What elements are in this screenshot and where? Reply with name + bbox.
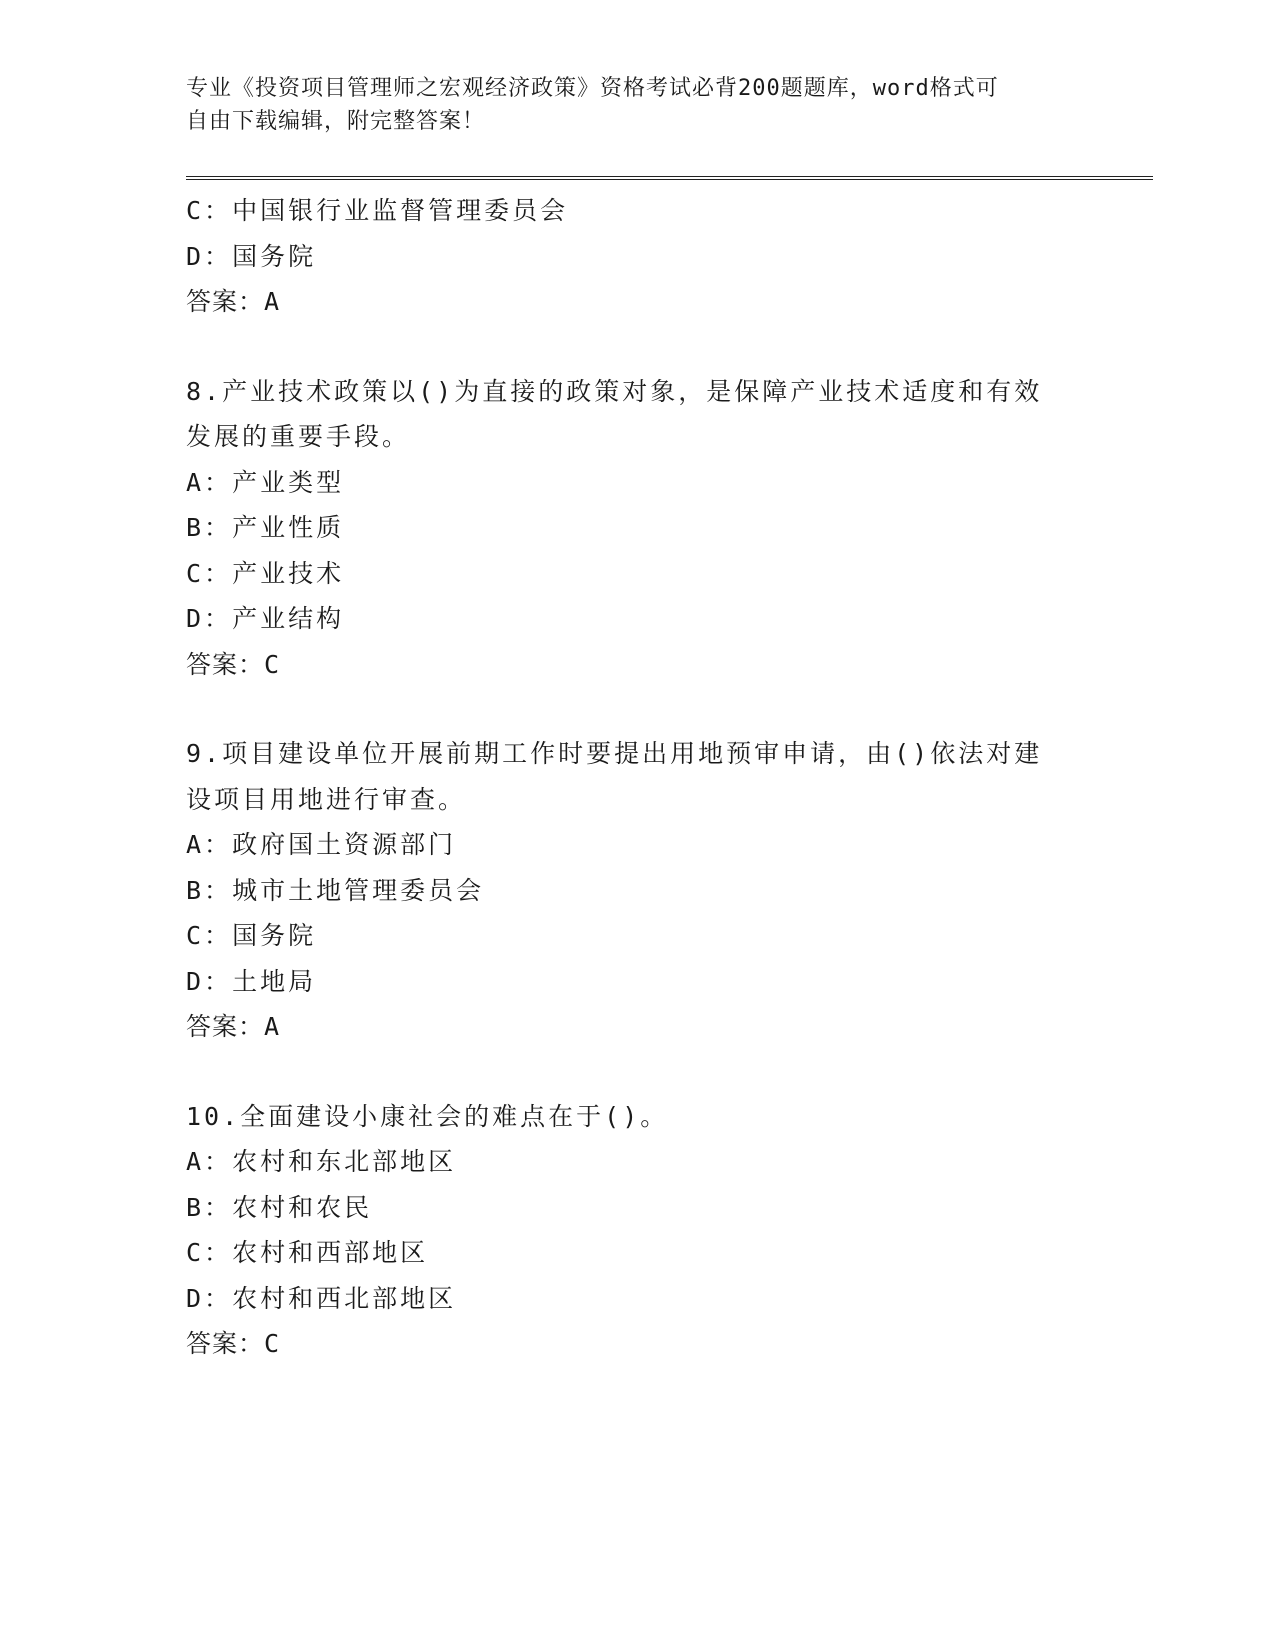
question-10: [186, 1094, 1086, 1367]
option-c: C：中国银行业监督管理委员会: [186, 196, 569, 225]
option-c: C：农村和西部地区: [186, 1238, 429, 1267]
question-7-continued: [186, 188, 1086, 325]
option-d: D：产业结构: [186, 604, 345, 633]
answer: 答案：C: [186, 649, 281, 679]
question-stem-line: 10.全面建设小康社会的难点在于()。: [186, 1101, 669, 1131]
question-9: [186, 731, 1086, 1050]
option-c: C：国务院: [186, 921, 317, 950]
option-b: B：城市土地管理委员会: [186, 875, 485, 905]
option-a: A：产业类型: [186, 467, 345, 497]
question-stem-line: 8.产业技术政策以()为直接的政策对象，是保障产业技术适度和有效: [186, 376, 1043, 406]
option-b: B：产业性质: [186, 513, 345, 542]
header-divider: [186, 176, 1153, 180]
option-d: D：土地局: [186, 966, 317, 996]
option-b: B：农村和农民: [186, 1192, 373, 1222]
answer: 答案：A: [186, 287, 281, 316]
question-stem-line: 发展的重要手段。: [186, 422, 411, 451]
option-a: A：农村和东北部地区: [186, 1147, 457, 1176]
answer: 答案：C: [186, 1329, 281, 1358]
question-8: [186, 369, 1086, 688]
answer: 答案：A: [186, 1012, 281, 1041]
option-d: D：农村和西北部地区: [186, 1283, 457, 1313]
page-header: [186, 72, 1066, 138]
question-list: [186, 188, 1086, 1367]
option-a: A：政府国土资源部门: [186, 830, 457, 859]
header-line-2: 自由下载编辑，附完整答案！: [186, 109, 486, 134]
option-c: C：产业技术: [186, 558, 345, 588]
option-d: D：国务院: [186, 241, 317, 271]
header-line-1: 专业《投资项目管理师之宏观经济政策》资格考试必背200题题库，word格式可: [186, 76, 999, 101]
question-stem-line: 9.项目建设单位开展前期工作时要提出用地预审申请，由()依法对建: [186, 739, 1043, 768]
question-stem-line: 设项目用地进行审查。: [186, 784, 467, 814]
